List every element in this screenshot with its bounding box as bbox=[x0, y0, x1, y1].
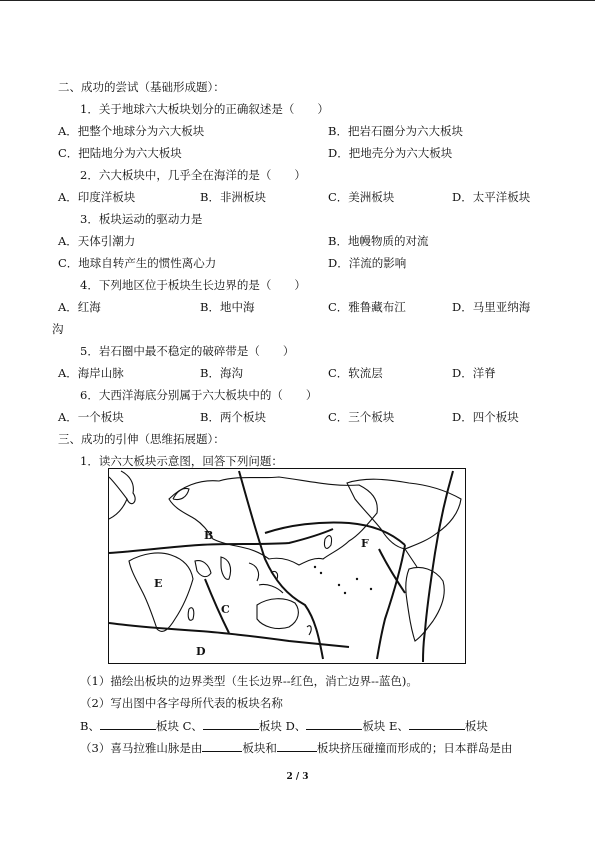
question-1-stem: 1．关于地球六大板块划分的正确叙述是（ ） bbox=[80, 102, 329, 116]
question-2-stem: 2．六大板块中，几乎全在海洋的是（ ） bbox=[80, 168, 306, 182]
fill-suffix-c: 板块 bbox=[258, 719, 282, 733]
blank-d[interactable] bbox=[306, 718, 362, 730]
sub3-part-1: （3）喜马拉雅山脉是由 bbox=[80, 741, 203, 755]
q1-option-d: D．把地壳分为六大板块 bbox=[328, 146, 453, 160]
q5-option-d: D．洋脊 bbox=[452, 366, 496, 380]
sub-question-3 bbox=[80, 740, 512, 755]
sub3-part-3: 板块挤压碰撞而形成的；日本群岛是由 bbox=[316, 741, 513, 755]
map-label-c: C bbox=[221, 603, 230, 616]
q6-option-a: A．一个板块 bbox=[58, 410, 124, 424]
blank-plate-2[interactable] bbox=[277, 740, 317, 752]
q3-option-b: B．地幔物质的对流 bbox=[328, 234, 429, 248]
sub-question-1: （1）描绘出板块的边界类型（生长边界--红色，消亡边界--蓝色)。 bbox=[80, 674, 418, 688]
q4-option-c: C．雅鲁藏布江 bbox=[328, 300, 406, 314]
q5-option-a: A．海岸山脉 bbox=[58, 366, 124, 380]
q1-option-b: B．把岩石圈分为六大板块 bbox=[328, 124, 463, 138]
fill-label-e: E、 bbox=[388, 719, 409, 733]
fill-suffix-b: 板块 bbox=[155, 719, 179, 733]
q5-option-c: C．软流层 bbox=[328, 366, 383, 380]
section-3-question-1-stem: 1．读六大板块示意图，回答下列问题： bbox=[80, 454, 283, 468]
section-2-title: 二、成功的尝试（基础形成题）： bbox=[58, 80, 225, 94]
map-label-b: B bbox=[204, 529, 214, 542]
q1-option-c: C．把陆地分为六大板块 bbox=[58, 146, 182, 160]
q2-option-c: C．美洲板块 bbox=[328, 190, 395, 204]
fill-suffix-d: 板块 bbox=[362, 719, 386, 733]
q4-option-d-wrap: 沟 bbox=[52, 322, 64, 336]
fill-suffix-e: 板块 bbox=[464, 719, 488, 733]
q5-option-b: B．海沟 bbox=[200, 366, 243, 380]
q4-option-d: D．马里亚纳海 bbox=[452, 300, 531, 314]
plate-map bbox=[108, 468, 466, 664]
question-3-stem: 3．板块运动的驱动力是 bbox=[80, 212, 203, 226]
question-6-stem: 6．大西洋海底分别属于六大板块中的（ ） bbox=[80, 388, 318, 402]
question-4-stem: 4．下列地区位于板块生长边界的是（ ） bbox=[80, 278, 306, 292]
q4-option-b: B．地中海 bbox=[200, 300, 255, 314]
blank-c[interactable] bbox=[203, 718, 259, 730]
map-label-d: D bbox=[196, 645, 206, 658]
blank-e[interactable] bbox=[409, 718, 465, 730]
q3-option-a: A．天体引潮力 bbox=[58, 234, 136, 248]
q4-option-a: A．红海 bbox=[58, 300, 101, 314]
blank-b[interactable] bbox=[100, 718, 156, 730]
q6-option-b: B．两个板块 bbox=[200, 410, 266, 424]
q2-option-a: A．印度洋板块 bbox=[58, 190, 136, 204]
q2-option-b: B．非洲板块 bbox=[200, 190, 266, 204]
q1-option-a: A．把整个地球分为六大板块 bbox=[58, 124, 205, 138]
map-label-e: E bbox=[154, 577, 163, 590]
section-3-title: 三、成功的引伸（思维拓展题）： bbox=[58, 432, 225, 446]
blank-plate-1[interactable] bbox=[202, 740, 242, 752]
fill-label-d: D、 bbox=[285, 719, 307, 733]
fill-label-c: C、 bbox=[182, 719, 203, 733]
q6-option-d: D．四个板块 bbox=[452, 410, 519, 424]
page-number: 2 / 3 bbox=[286, 772, 309, 782]
map-label-f: F bbox=[361, 537, 369, 550]
plate-map-drawing bbox=[109, 469, 464, 662]
sub-question-2: （2）写出图中各字母所代表的板块名称 bbox=[80, 696, 283, 710]
q2-option-d: D．太平洋板块 bbox=[452, 190, 531, 204]
sub3-part-2: 板块和 bbox=[242, 741, 277, 755]
fill-in-row bbox=[80, 718, 488, 733]
q3-option-d: D．洋流的影响 bbox=[328, 256, 407, 270]
q3-option-c: C．地球自转产生的惯性离心力 bbox=[58, 256, 217, 270]
question-5-stem: 5．岩石圈中最不稳定的破碎带是（ ） bbox=[80, 344, 295, 358]
q6-option-c: C．三个板块 bbox=[328, 410, 395, 424]
fill-label-b: B、 bbox=[80, 719, 100, 733]
top-rule bbox=[0, 0, 595, 1]
